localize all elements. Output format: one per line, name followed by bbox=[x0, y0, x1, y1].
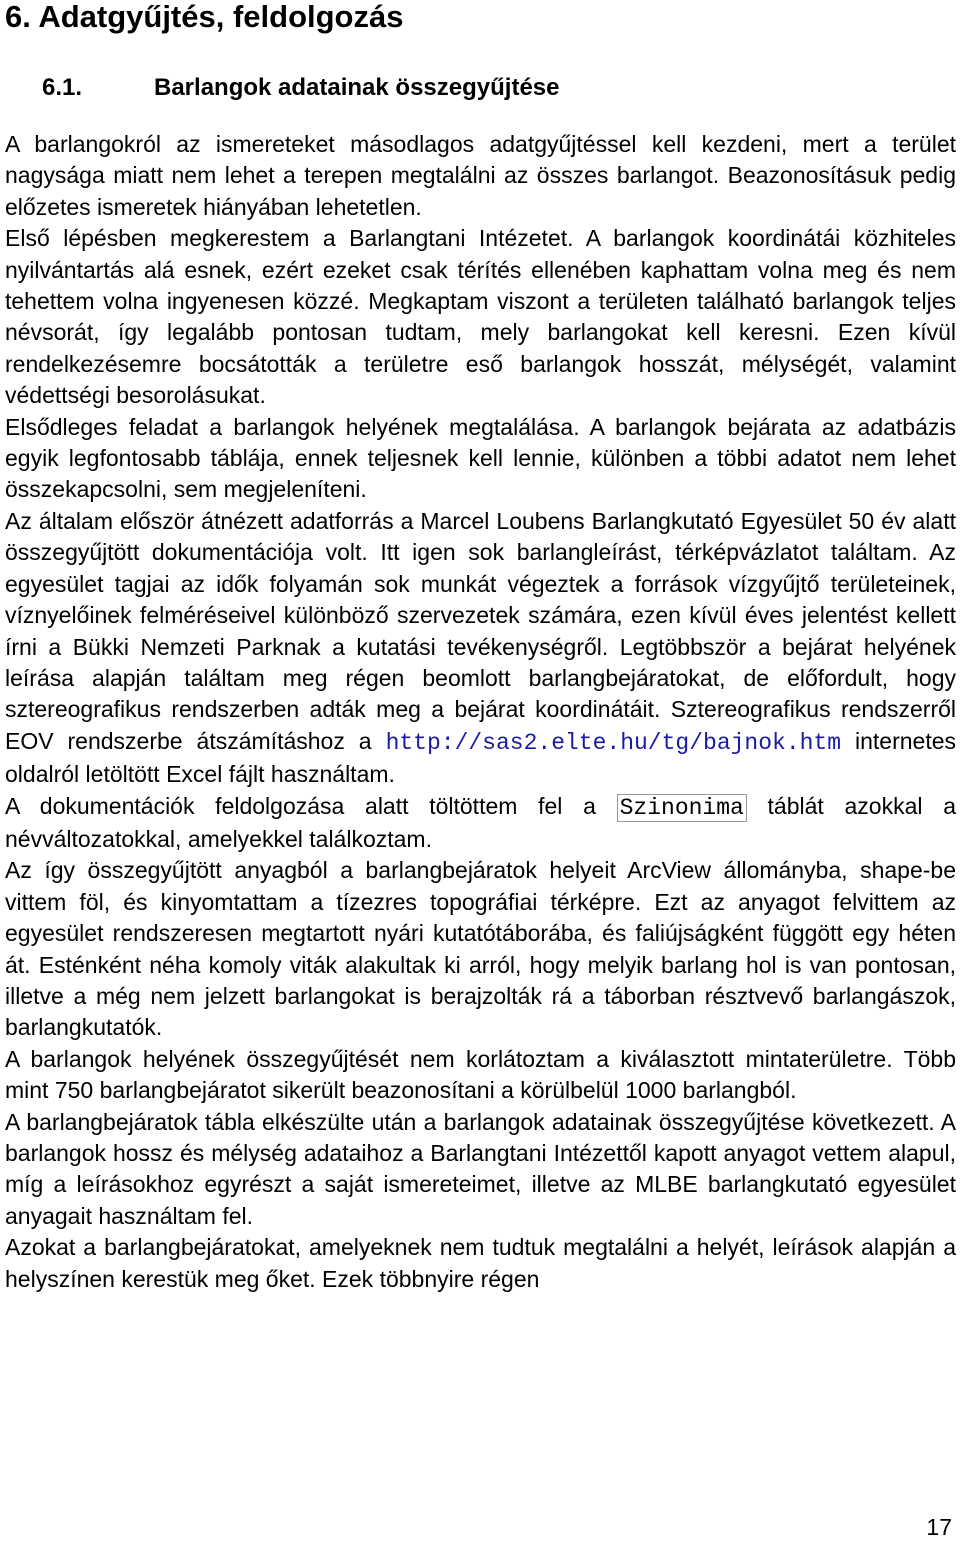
section-title: Barlangok adatainak összegyűjtése bbox=[154, 74, 560, 101]
page-number: 17 bbox=[926, 1514, 952, 1540]
paragraph bbox=[5, 791, 956, 856]
chapter-title: 6. Adatgyűjtés, feldolgozás bbox=[5, 0, 404, 34]
paragraph-text: A dokumentációk feldolgozása alatt töltöttem fel a bbox=[5, 792, 596, 819]
paragraph-text: táblát azokkal a névváltozatokkal, amelyekkel találkoztam. bbox=[5, 792, 956, 852]
paragraph: Az így összegyűjtött anyagból a barlangbejáratok helyeit ArcView állományba, shape-be vittem föl, és kinyomtattam a tízezres topográfiai térképre. Ezt az anyagot felvittem az egyesület rendszeresen megtartott nyári kutatótáborába, és faliújságként függött egy héten át. Esténként néha komoly viták alakultak ki arról, hogy melyik barlang hol is van pontosan, illetve a még nem jelzett barlangokat is berajzolták rá a táborban résztvevő barlangászok, barlangkutatók. bbox=[5, 857, 956, 1041]
table-name-code: Szinonima bbox=[617, 794, 747, 822]
body-text bbox=[5, 129, 956, 1295]
paragraph-text: Az általam először átnézett adatforrás a Marcel Loubens Barlangkutató Egyesület 50 év alatt összegyűjtött dokumentációja volt. Itt igen sok barlangleírást, térképvázlatot találtam. Az egyesület tagjai az idők folyamán sok munkát végeztek a források vízgyűjtő területeinek, víznyelőinek felméréseivel különböző szervezetek számára, ezen kívül éves jelentést kellett írni a Bükki Nemzeti Parknak a kutatási tevékenységről. Legtöbbször a bejárat helyének leírása alapján találtam meg régen beomlott barlangbejáratokat, de előfordult, hogy sztereografikus rendszerben adták meg a bejárat koordinátáit. Sztereografikus rendszerről EOV rendszerbe átszámításhoz a bbox=[5, 507, 956, 754]
paragraph: Első lépésben megkerestem a Barlangtani Intézetet. A barlangok koordinátái közhiteles nyilvántartás alá esnek, ezért ezeket csak térítés ellenében kaphattam volna meg és nem tehettem volna ingyenesen közzé. Megkaptam viszont a területen található barlangok teljes névsorát, így legalább pontosan tudtam, mely barlangokat kell keresni. Ezen kívül rendelkezésemre bocsátották a területre eső barlangok hosszát, mélységét, valamint védettségi besorolásukat. bbox=[5, 225, 956, 409]
conversion-tool-link[interactable]: http://sas2.elte.hu/tg/bajnok.htm bbox=[385, 729, 842, 756]
paragraph: A barlangbejáratok tábla elkészülte után a barlangok adatainak összegyűjtése következett. A barlangok hossz és mélység adataihoz a Barlangtani Intézettől kapott anyagot vettem alapul, míg a leírásokhoz egyrészt a saját ismereteimet, illetve az MLBE barlangkutató egyesület anyagait használtam fel. bbox=[5, 1108, 956, 1229]
paragraph: A barlangokról az ismereteket másodlagos adatgyűjtéssel kell kezdeni, mert a terület nagysága miatt nem lehet a terepen megtalálni az összes barlangot. Beazonosításuk pedig előzetes ismeretek hiányában lehetetlen. bbox=[5, 131, 956, 220]
paragraph: Elsődleges feladat a barlangok helyének megtalálása. A barlangok bejárata az adatbázis egyik legfontosabb táblája, ennek teljesnek kell lennie, különben a többi adatot nem lehet összekapcsolni, sem megjeleníteni. bbox=[5, 413, 956, 503]
paragraph bbox=[5, 506, 956, 791]
section-number: 6.1. bbox=[42, 74, 83, 101]
paragraph-text: internetes oldalról letöltött Excel fájlt használtam. bbox=[5, 727, 957, 788]
paragraph: Azokat a barlangbejáratokat, amelyeknek nem tudtuk megtalálni a helyét, leírások alapján a helyszínen kerestük meg őket. Ezek többnyire régen bbox=[5, 1234, 956, 1292]
paragraph: A barlangok helyének összegyűjtését nem korlátoztam a kiválasztott mintaterületre. Több mint 750 barlangbejáratot sikerült beazonosítani a körülbelül 1000 barlangból. bbox=[5, 1045, 956, 1104]
section-heading bbox=[42, 74, 560, 102]
